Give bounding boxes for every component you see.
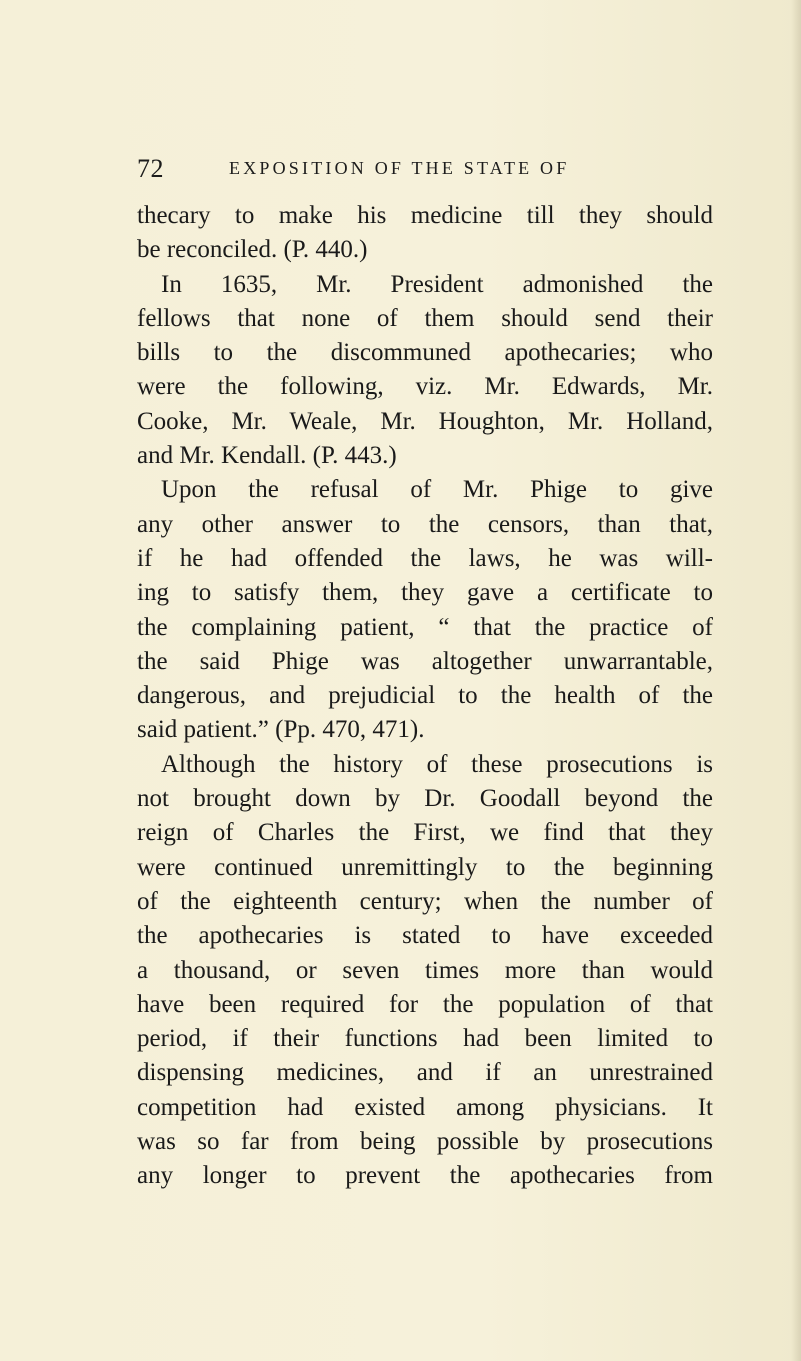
text-line: reign of Charles the First, we find that they bbox=[137, 819, 713, 847]
text-line: thecary to make his medicine till they should bbox=[137, 202, 713, 229]
text-line: was so far from being possible by prosecutions bbox=[137, 1128, 713, 1156]
text-line: dispensing medicines, and if an unrestrained bbox=[137, 1059, 713, 1087]
text-line: not brought down by Dr. Goodall beyond the bbox=[137, 785, 713, 813]
text-line: fellows that none of them should send their bbox=[137, 304, 713, 332]
running-head: EXPOSITION OF THE STATE OF bbox=[229, 158, 570, 178]
text-line: of the eighteenth century; when the number of bbox=[137, 887, 713, 915]
text-line: said patient.” (Pp. 470, 471). bbox=[137, 716, 425, 744]
text-line: have been required for the population of that bbox=[137, 990, 713, 1018]
text-line: a thousand, or seven times more than would bbox=[137, 956, 713, 984]
text-line: were the following, viz. Mr. Edwards, Mr. bbox=[137, 373, 713, 401]
page-number: 72 bbox=[137, 154, 164, 183]
body-text bbox=[137, 199, 713, 1194]
text-line: competition had existed among physicians. It bbox=[137, 1093, 713, 1121]
text-line: ing to satisfy them, they gave a certificate to bbox=[137, 579, 713, 607]
text-line: In 1635, Mr. President admonished the bbox=[161, 270, 713, 298]
text-line: any longer to prevent the apothecaries from bbox=[137, 1162, 713, 1190]
text-line: the apothecaries is stated to have exceeded bbox=[137, 922, 713, 950]
text-line: Although the history of these prosecutions is bbox=[161, 750, 713, 778]
page-header bbox=[137, 154, 737, 184]
text-line: if he had offended the laws, he was will- bbox=[137, 544, 713, 572]
text-line: Cooke, Mr. Weale, Mr. Houghton, Mr. Holland, bbox=[137, 407, 713, 435]
text-line: bills to the discommuned apothecaries; who bbox=[137, 339, 713, 367]
text-line: dangerous, and prejudicial to the health of the bbox=[137, 682, 713, 710]
text-line: be reconciled. (P. 440.) bbox=[137, 236, 368, 264]
text-line: period, if their functions had been limited to bbox=[137, 1025, 713, 1053]
text-line: the complaining patient, “ that the practice of bbox=[137, 613, 713, 641]
text-line: and Mr. Kendall. (P. 443.) bbox=[137, 442, 397, 470]
text-line: the said Phige was altogether unwarrantable, bbox=[137, 647, 713, 675]
text-line: any other answer to the censors, than that, bbox=[137, 510, 713, 538]
text-line: were continued unremittingly to the beginning bbox=[137, 853, 713, 881]
page-edge-shadow bbox=[791, 0, 801, 1361]
text-line: Upon the refusal of Mr. Phige to give bbox=[161, 476, 713, 504]
